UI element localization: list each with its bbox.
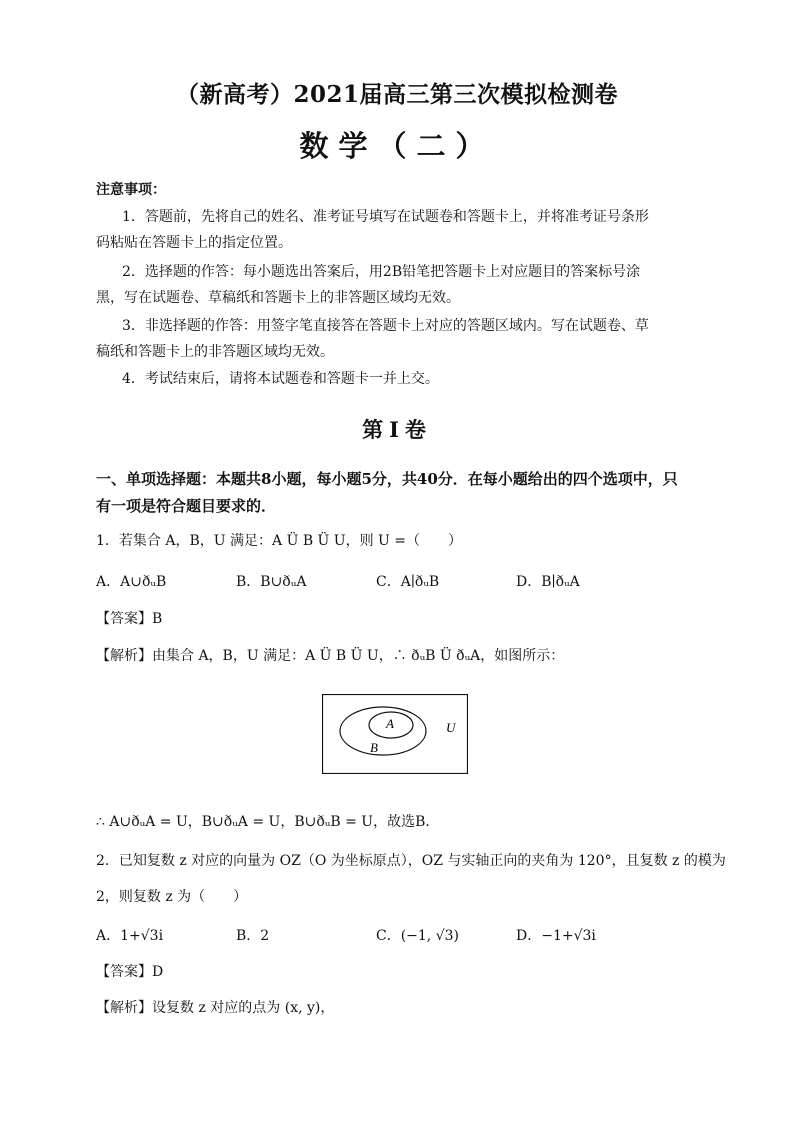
q2-answer: 【答案】D <box>96 964 164 980</box>
question-1-stem: 1．若集合 A，B，U 满足：A Ü B Ü U，则 U =（ ） <box>96 533 463 549</box>
notice-item: 1．答题前，先将自己的姓名、准考证号填写在试题卷和答题卡上，并将准考证号条形 <box>122 209 649 225</box>
section-instruction: 有一项是符合题目要求的． <box>96 497 277 515</box>
q1-option-d: D．B∣ðᵤA <box>516 574 580 590</box>
venn-label-a: A <box>386 716 394 731</box>
section-title: 第Ⅰ卷 <box>362 417 432 442</box>
question-2-stem: 2，则复数 z 为（ ） <box>96 889 248 905</box>
q2-analysis: 【解析】设复数 z 对应的点为 (x, y)， <box>96 1000 335 1016</box>
notice-item: 3．非选择题的作答：用签字笔直接答在答题卡上对应的答题区域内。写在试题卷、草 <box>122 318 649 334</box>
q1-answer: 【答案】B <box>96 611 163 627</box>
subject-title: 数学（二） <box>299 129 495 163</box>
notice-item: 稿纸和答题卡上的非答题区域均无效。 <box>96 344 334 360</box>
notice-item: 4．考试结束后，请将本试题卷和答题卡一并上交。 <box>122 371 439 387</box>
q1-option-a: A．A∪ðᵤB <box>96 574 167 590</box>
venn-diagram <box>322 694 468 774</box>
section-instruction: 一、单项选择题：本题共8小题，每小题5分，共40分．在每小题给出的四个选项中，只 <box>96 470 678 488</box>
q1-analysis: 【解析】由集合 A，B，U 满足：A Ü B Ü U，∴ ðᵤB Ü ðᵤA，如图所示： <box>96 648 565 664</box>
q2-option-d: D．−1+√3i <box>516 928 596 944</box>
venn-label-b: B <box>370 740 378 755</box>
notice-item: 2．选择题的作答：每小题选出答案后，用2B铅笔把答题卡上对应题目的答案标号涂 <box>122 264 641 280</box>
q1-option-b: B．B∪ðᵤA <box>236 574 307 590</box>
exam-title: （新高考）2021届高三第三次模拟检测卷 <box>175 81 618 108</box>
q1-conclusion: ∴ A∪ðᵤA = U，B∪ðᵤA = U，B∪ðᵤB = U，故选B． <box>96 814 440 830</box>
question-2-stem: 2．已知复数 z 对应的向量为 OZ（O 为坐标原点），OZ 与实轴正向的夹角为 120°，且复数 z 的模为 <box>96 853 726 869</box>
q2-option-b: B．2 <box>236 928 270 944</box>
venn-label-u: U <box>446 720 456 735</box>
q2-option-c: C．(−1, √3) <box>376 928 460 944</box>
notice-item: 黑，写在试题卷、草稿纸和答题卡上的非答题区域均无效。 <box>96 290 460 306</box>
notice-heading: 注意事项： <box>96 182 166 198</box>
notice-item: 码粘贴在答题卡上的指定位置。 <box>96 235 292 251</box>
q1-option-c: C．A∣ðᵤB <box>376 574 440 590</box>
venn-set-b-ellipse <box>340 707 426 755</box>
q2-option-a: A．1+√3i <box>96 928 164 944</box>
